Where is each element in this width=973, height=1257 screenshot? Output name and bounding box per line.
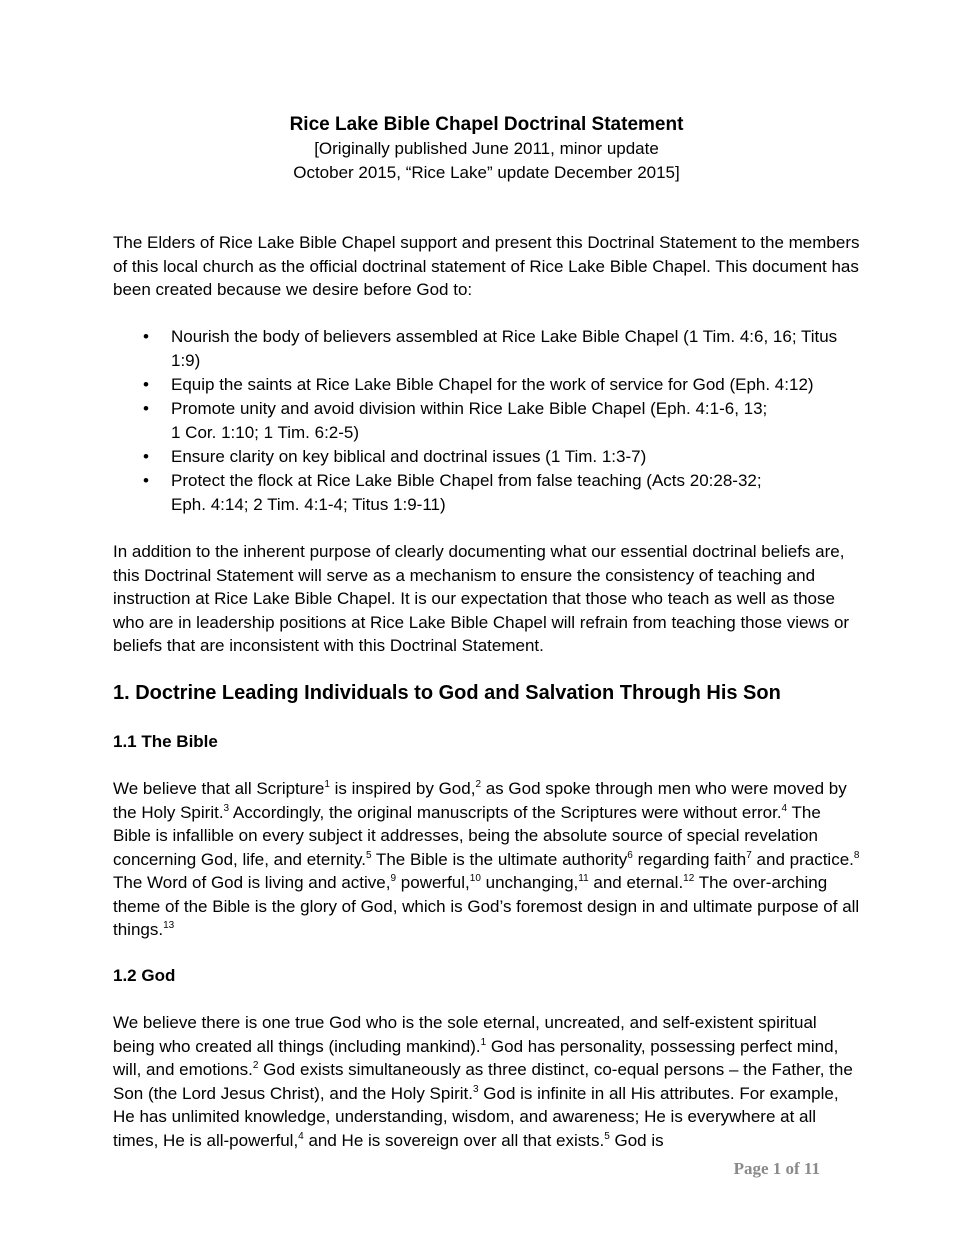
text-run: and He is sovereign over all that exists. — [303, 1130, 605, 1150]
footnote-ref: 9 — [390, 873, 397, 884]
text-run: is inspired by God, — [329, 779, 476, 798]
text-run: and practice. — [751, 849, 854, 869]
section-1-heading: 1. Doctrine Leading Individuals to God and Salvation Through His Son — [113, 682, 781, 704]
text-run: God is infinite in all His attributes. For example, He has unlimited knowledge, understanding, wisdom, and awareness; He is everywhere at all times, He is all-powerful, — [113, 1083, 839, 1150]
footnote-ref: 12 — [683, 873, 695, 884]
purpose-bullet-list — [113, 325, 860, 517]
list-item-text: Equip the saints at Rice Lake Bible Chapel for the work of service for God (Eph. 4:12) — [171, 375, 814, 394]
section-1-1-heading: 1.1 The Bible — [113, 732, 218, 751]
footnote-ref: 2 — [252, 1060, 259, 1071]
footnote-ref: 2 — [475, 779, 481, 790]
god-paragraph — [113, 1011, 860, 1152]
text-run: The over-arching theme of the Bible is the glory of God, which is God’s foremost design in and ultimate purpose of all things. — [113, 873, 860, 939]
text-run: God is — [609, 1130, 664, 1150]
list-item-text: Protect the flock at Rice Lake Bible Chapel from false teaching (Acts 20:28-32; — [171, 471, 762, 490]
text-run: and eternal. — [588, 873, 684, 892]
subtitle-line-1: [Originally published June 2011, minor update — [314, 139, 659, 158]
list-item-text: Promote unity and avoid division within Rice Lake Bible Chapel (Eph. 4:1-6, 13; — [171, 399, 768, 418]
text-run: The Bible is the ultimate authority — [371, 849, 628, 869]
list-item — [113, 397, 860, 445]
footnote-ref: 1 — [480, 1036, 487, 1048]
text-run: The Word of God is living and active, — [113, 873, 391, 892]
footnote-ref: 4 — [781, 802, 788, 814]
footnote-ref: 8 — [853, 849, 860, 861]
text-run: Accordingly, the original manuscripts of the Scriptures were without error. — [229, 802, 782, 822]
page-number-footer: Page 1 of 11 — [733, 1159, 820, 1178]
list-item — [113, 445, 860, 469]
list-item-text-continued: Eph. 4:14; 2 Tim. 4:1-4; Titus 1:9-11) — [171, 495, 446, 514]
footnote-ref: 11 — [578, 873, 589, 884]
text-run: We believe there is one true God who is the sole eternal, uncreated, and self-existent spiritual being who created all things (including mankind). — [113, 1013, 817, 1056]
footnote-ref: 6 — [627, 849, 633, 861]
text-run: God exists simultaneously as three distinct, co-equal persons – the Father, the Son (the Lord Jesus Christ), and the Holy Spirit. — [113, 1060, 853, 1103]
footnote-ref: 5 — [365, 849, 372, 861]
footnote-ref: 4 — [298, 1130, 304, 1142]
list-item — [113, 469, 860, 517]
title-block — [113, 112, 860, 185]
footnote-ref: 3 — [473, 1083, 479, 1095]
text-run: The Bible is infallible on every subject it addresses, being the absolute source of special revelation concerning God, life, and eternity. — [113, 802, 821, 869]
bullet-icon: • — [143, 399, 149, 418]
intro-paragraph: The Elders of Rice Lake Bible Chapel support and present this Doctrinal Statement to the members of this local church as the official doctrinal statement of Rice Lake Bible Chapel. This document has been created because we desire before God to: — [113, 233, 860, 299]
text-run: We believe that all Scripture — [113, 779, 325, 798]
section-1-2-heading: 1.2 God — [113, 966, 176, 985]
subtitle-line-2: October 2015, “Rice Lake” update December 2015] — [293, 163, 680, 182]
list-item-text: Nourish the body of believers assembled at Rice Lake Bible Chapel (1 Tim. 4:6, 16; Titus 1:9) — [171, 327, 838, 370]
text-run: as God spoke through men who were moved by the Holy Spirit. — [113, 779, 847, 822]
text-run: God has personality, possessing perfect mind, will, and emotions. — [113, 1036, 839, 1079]
footnote-ref: 3 — [223, 802, 230, 814]
footnote-ref: 10 — [469, 873, 481, 884]
bullet-icon: • — [143, 375, 149, 394]
text-run: powerful, — [396, 873, 470, 892]
bible-paragraph — [113, 777, 860, 942]
purpose-paragraph: In addition to the inherent purpose of clearly documenting what our essential doctrinal beliefs are, this Doctrinal Statement will serve as a mechanism to ensure the consistency of teaching and instruction at Rice Lake Bible Chapel. It is our expectation that those who teach as well as those who are in leadership positions at Rice Lake Bible Chapel will refrain from teaching those views or beliefs that are inconsistent with this Doctrinal Statement. — [113, 542, 850, 655]
bullet-icon: • — [143, 327, 149, 346]
footnote-ref: 13 — [163, 920, 175, 931]
text-run: regarding faith — [632, 849, 747, 869]
list-item-text: Ensure clarity on key biblical and doctrinal issues (1 Tim. 1:3-7) — [171, 447, 647, 466]
bullet-icon: • — [143, 447, 149, 466]
document-title: Rice Lake Bible Chapel Doctrinal Statement — [289, 114, 684, 135]
list-item — [113, 325, 860, 373]
footnote-ref: 5 — [604, 1130, 610, 1142]
bullet-icon: • — [143, 471, 149, 490]
footnote-ref: 7 — [746, 849, 752, 861]
footnote-ref: 1 — [324, 779, 330, 790]
text-run: unchanging, — [480, 873, 579, 892]
list-item — [113, 373, 860, 397]
list-item-text-continued: 1 Cor. 1:10; 1 Tim. 6:2-5) — [171, 423, 360, 442]
